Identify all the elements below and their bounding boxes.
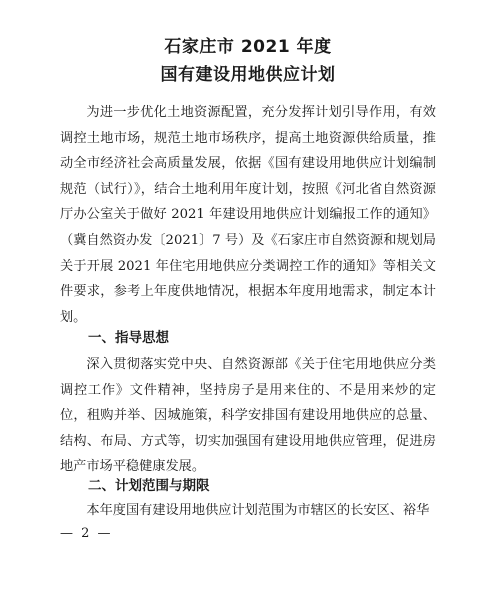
document-title-line1: 石家庄市 2021 年度 — [164, 37, 332, 57]
intro-paragraph: 为进一步优化土地资源配置，充分发挥计划引导作用，有效调控土地市场，规范土地市场秩序，提高土地资源供给质量，推动全市经济社会高质量发展，依据《国有建设用地供应计划编制规范（试行）》，结合土地利用年度计划，按照《河北省自然资源厅办公室关于做好 2021 年建设用地供应计划编报工作的通知》（冀自然资办发〔2021〕7 号）及《石家庄市自然资源和规划局关于开展 2021 年住宅用地供应分类调控工作的通知》等相关文件要求，参考上年度供地情况，根据本年度用地需求，制定本计划。 — [60, 105, 436, 325]
section1-heading: 一、指导思想 — [88, 330, 169, 346]
section2-paragraph: 本年度国有建设用地供应计划范围为市辖区的长安区、裕华 — [86, 503, 430, 518]
document-title-line2: 国有建设用地供应计划 — [160, 65, 336, 85]
section2-heading: 二、计划范围与期限 — [88, 478, 210, 494]
section1-paragraph: 深入贯彻落实党中央、自然资源部《关于住宅用地供应分类调控工作》文件精神，坚持房子是用来住的、不是用来炒的定位，租购并举、因城施策，科学安排国有建设用地供应的总量、结构、布局、方式等，切实加强国有建设用地供应管理，促进房地产市场平稳健康发展。 — [60, 357, 436, 475]
page-number: — 2 — — [60, 526, 113, 541]
